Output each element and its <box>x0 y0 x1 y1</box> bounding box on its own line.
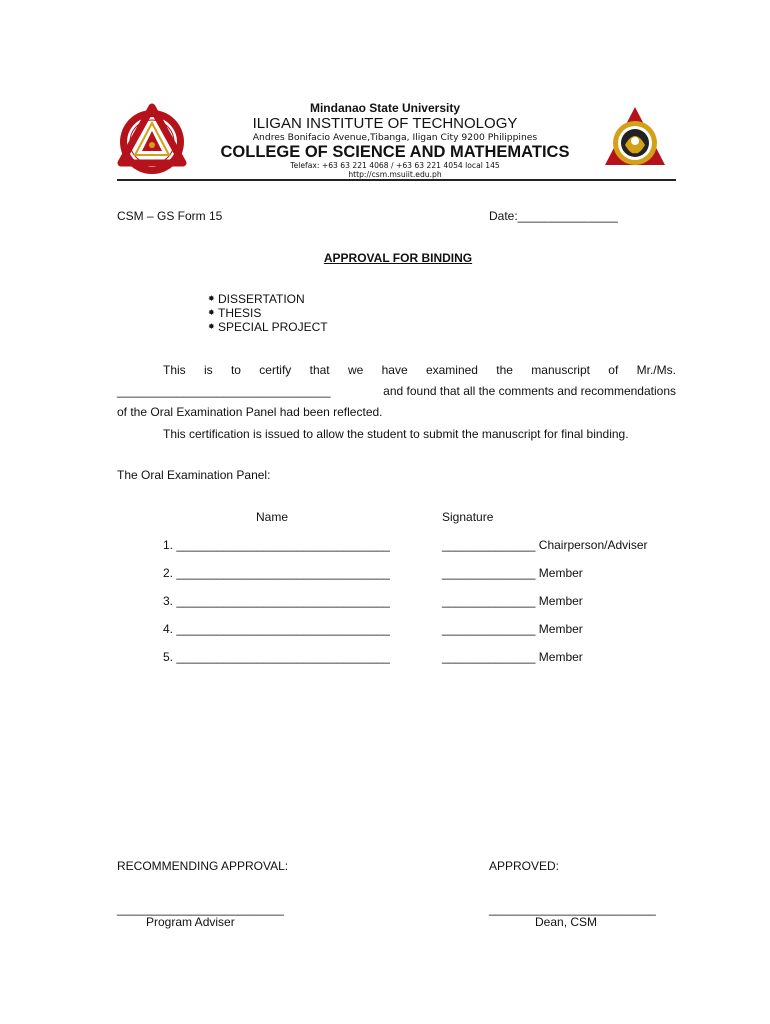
panel-signature <box>442 566 583 580</box>
approved-label: APPROVED: <box>489 859 560 873</box>
panel-signature-blank[interactable]: ______________ <box>442 650 536 664</box>
option-label: THESIS <box>218 306 262 321</box>
option-thesis[interactable] <box>208 306 328 320</box>
option-label: DISSERTATION <box>218 292 305 306</box>
certify-line-2: ________________________________ and found that all the comments and recommendations <box>117 384 676 398</box>
panel-name-blank[interactable]: ________________________________ <box>176 650 390 664</box>
certify-line-3: of the Oral Examination Panel had been reflected. <box>117 405 383 419</box>
adviser-title: Program Adviser <box>146 915 235 929</box>
panel-signature <box>442 538 648 552</box>
signature-column-header: Signature <box>442 510 494 524</box>
panel-row: 4. ________________________________ <box>163 622 390 636</box>
name-column-header: Name <box>256 510 289 524</box>
option-label: SPECIAL PROJECT <box>218 320 328 335</box>
panel-signature-blank[interactable]: ______________ <box>442 538 536 552</box>
option-special-project[interactable] <box>208 320 328 334</box>
certify-line-4: This certification is issued to allow the student to submit the manuscript for final binding. <box>163 427 629 441</box>
asterisk-bullet-icon: ✸ <box>208 322 215 332</box>
project-type-list <box>208 292 328 335</box>
dean-signature-line[interactable]: _________________________ <box>489 902 656 916</box>
panel-signature-blank[interactable]: ______________ <box>442 594 536 608</box>
dean-title: Dean, CSM <box>535 915 598 929</box>
panel-signature <box>442 650 583 664</box>
panel-row: 2. ________________________________ <box>163 566 390 580</box>
panel-role: Member <box>538 622 583 636</box>
recommending-approval-label: RECOMMENDING APPROVAL: <box>117 859 289 873</box>
university-name: Mindanao State University <box>309 101 461 115</box>
date-field[interactable]: Date:_______________ <box>489 209 618 223</box>
certify-line-1: This is to certify that we have examined the manuscript of Mr./Ms. <box>163 363 676 377</box>
student-name-blank[interactable]: ________________________________ <box>117 384 331 398</box>
panel-role: Member <box>538 594 583 608</box>
college-name: COLLEGE OF SCIENCE AND MATHEMATICS <box>220 143 570 161</box>
asterisk-bullet-icon: ✸ <box>208 294 215 303</box>
asterisk-bullet-icon: ✸ <box>208 308 215 318</box>
form-title: APPROVAL FOR BINDING <box>323 251 473 265</box>
panel-row: 1. ________________________________ <box>163 538 390 552</box>
panel-signature <box>442 594 583 608</box>
panel-role: Member <box>538 566 583 580</box>
header-divider <box>117 179 676 181</box>
institute-name: ILIGAN INSTITUTE OF TECHNOLOGY <box>252 115 518 132</box>
panel-name-blank[interactable]: ________________________________ <box>176 566 390 580</box>
address-line: Andres Bonifacio Avenue,Tibanga, Iligan City 9200 Philippines <box>252 132 538 143</box>
panel-signature-blank[interactable]: ______________ <box>442 622 536 636</box>
panel-row: 3. ________________________________ <box>163 594 390 608</box>
telefax-line: Telefax: +63 63 221 4068 / +63 63 221 4054 local 145 <box>290 161 500 170</box>
form-code: CSM – GS Form 15 <box>117 209 223 223</box>
website-url: http://csm.msuiit.edu.ph <box>348 170 442 179</box>
panel-name-blank[interactable]: ________________________________ <box>176 594 390 608</box>
panel-role: Chairperson/Adviser <box>538 538 648 552</box>
panel-name-blank[interactable]: ________________________________ <box>176 622 390 636</box>
panel-role: Member <box>538 650 583 664</box>
panel-label: The Oral Examination Panel: <box>117 468 271 482</box>
panel-name-blank[interactable]: ________________________________ <box>176 538 390 552</box>
option-dissertation[interactable] <box>208 292 328 306</box>
panel-signature <box>442 622 583 636</box>
panel-row: 5. ________________________________ <box>163 650 390 664</box>
panel-signature-blank[interactable]: ______________ <box>442 566 536 580</box>
adviser-signature-line[interactable]: _________________________ <box>117 902 284 916</box>
